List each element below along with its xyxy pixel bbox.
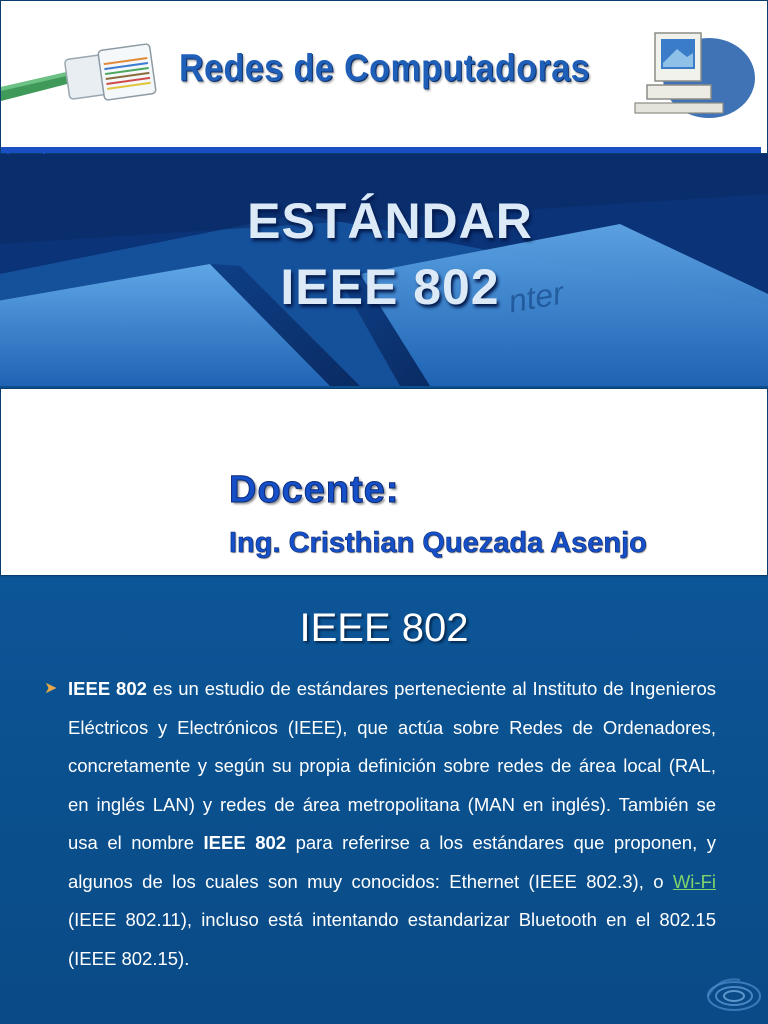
paragraph-text: para referirse a los estándares que proponen, y algunos de los cuales son muy conocidos: Ethernet (IEEE 802.3), o [68,832,716,892]
paragraph-text: (IEEE 802.11), incluso está intentando estandarizar Bluetooth en el 802.15 (IEEE 802.15). [68,909,716,969]
content-title: IEEE 802 [299,606,469,650]
computer-icon [627,23,757,123]
teacher-box [0,388,768,576]
header-divider [1,147,761,153]
bullet-paragraph [68,670,716,978]
title-banner [0,154,768,386]
teacher-name: Ing. Cristhian Quezada Asenjo [229,527,647,559]
slide-title-line2: IEEE 802 [280,259,500,315]
swirl-logo-icon [700,962,764,1018]
bold-term: IEEE 802 [203,832,287,853]
teacher-label: Docente: [229,469,400,511]
slide-title-line1: ESTÁNDAR [247,193,533,249]
bullet-arrow-icon: ➤ [44,680,58,697]
svg-text:nter: nter [505,274,567,320]
wifi-link[interactable]: Wi-Fi [672,870,716,892]
course-title: Redes de Computadoras [179,47,591,90]
content-slide [0,578,768,1024]
bold-term: IEEE 802 [68,678,147,699]
paragraph-text: es un estudio de estándares perteneciente al Instituto de Ingenieros Eléctricos y Electrónicos (IEEE), que actúa sobre Redes de Ordenadores, concretamente y según su propia definición sobre redes de área local (RAL, en inglés LAN) y redes de área metropolitana (MAN en inglés). También se usa el nombre [68,678,716,853]
slide-header [0,0,768,154]
ethernet-cable-icon [1,39,161,109]
